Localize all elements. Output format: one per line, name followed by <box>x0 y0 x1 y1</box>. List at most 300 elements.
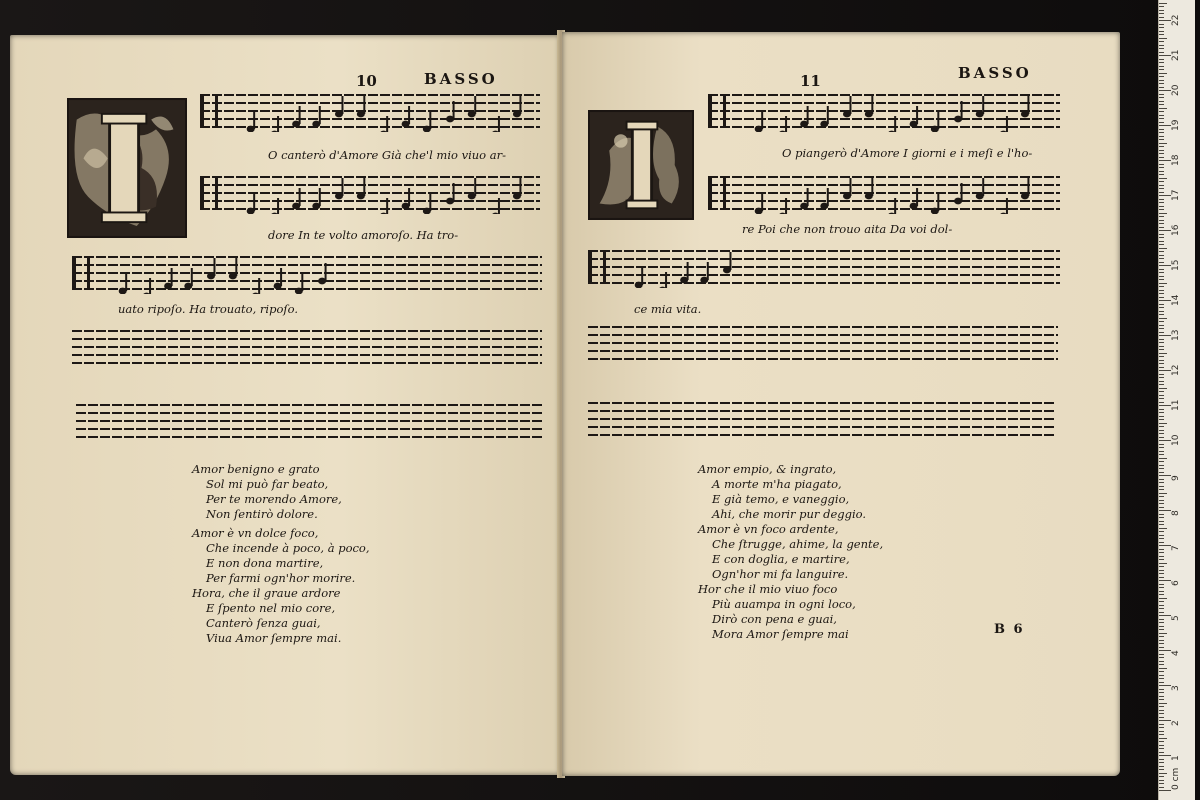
ruler-tick <box>1159 335 1171 336</box>
ruler-tick <box>1159 52 1164 53</box>
ruler-tick <box>1159 454 1164 455</box>
ruler-tick <box>1159 195 1171 196</box>
ruler-tick <box>1159 325 1164 326</box>
ruler-tick <box>1159 279 1164 280</box>
ruler-tick <box>1159 255 1164 256</box>
left-stanza-2 <box>192 526 370 586</box>
staff-line <box>76 420 544 422</box>
right-page-number: 11 <box>800 72 821 90</box>
ruler-tick <box>1159 402 1164 403</box>
ruler-tick <box>1159 97 1164 98</box>
ruler-tick <box>1159 286 1164 287</box>
ruler-tick <box>1159 444 1164 445</box>
verse-line: Ogn'hor mi fa languire. <box>712 567 849 581</box>
ruler-tick <box>1159 83 1164 84</box>
ruler-tick <box>1159 545 1171 546</box>
ruler-tick <box>1159 108 1167 109</box>
ruler-tick <box>1159 759 1164 760</box>
ruler-tick <box>1159 185 1164 186</box>
ruler-tick <box>1159 738 1167 739</box>
ruler-tick <box>1159 734 1164 735</box>
ruler-number: 1 <box>1171 755 1181 761</box>
music-notes-icon <box>200 90 540 132</box>
ruler-tick <box>1159 122 1164 123</box>
ruler-tick <box>1159 570 1164 571</box>
ruler-tick <box>1159 451 1164 452</box>
ruler-tick <box>1159 496 1164 497</box>
ruler-tick <box>1159 696 1164 697</box>
ruler-number: 2 <box>1171 720 1181 726</box>
ruler-tick <box>1159 633 1167 634</box>
ruler-tick <box>1159 17 1164 18</box>
right-staff-1 <box>708 90 1060 132</box>
verse-line: E non dona martire, <box>206 556 324 570</box>
ruler-tick <box>1159 174 1164 175</box>
ruler-number: 5 <box>1171 615 1181 621</box>
ruler-tick <box>1159 762 1164 763</box>
ruler-tick <box>1159 661 1164 662</box>
ruler-tick <box>1159 503 1164 504</box>
ruler-tick <box>1159 601 1164 602</box>
ruler-tick <box>1159 283 1167 284</box>
ruler-tick <box>1159 13 1164 14</box>
ruler-tick <box>1159 202 1164 203</box>
music-notes-icon <box>708 90 1060 132</box>
ruler-tick <box>1159 405 1171 406</box>
ruler-tick <box>1159 682 1164 683</box>
verse-line: Canterò ſenza guai, <box>206 616 321 630</box>
ruler-tick <box>1159 468 1164 469</box>
ruler-tick <box>1159 178 1167 179</box>
ruler-tick <box>1159 360 1164 361</box>
ruler-tick <box>1159 293 1164 294</box>
ruler-tick <box>1159 720 1171 721</box>
ruler-tick <box>1159 766 1164 767</box>
verse-line: Viua Amor ſempre mai. <box>206 631 342 645</box>
woodcut-figure-icon <box>590 112 692 218</box>
ruler-tick <box>1159 157 1164 158</box>
ruler-tick <box>1159 521 1164 522</box>
ruler-tick <box>1159 524 1164 525</box>
staff-line <box>72 354 542 356</box>
ruler-tick <box>1159 62 1164 63</box>
ruler-tick <box>1159 591 1164 592</box>
woodcut-illustration-icon <box>69 100 185 236</box>
ruler-tick <box>1159 437 1164 438</box>
ruler-tick <box>1159 654 1164 655</box>
ruler-tick <box>1159 703 1167 704</box>
left-staff-1 <box>200 90 540 132</box>
ruler-tick <box>1159 615 1171 616</box>
measurement-ruler <box>1158 0 1195 800</box>
ruler-tick <box>1159 27 1164 28</box>
ruler-tick <box>1159 230 1171 231</box>
ruler-tick <box>1159 713 1164 714</box>
ruler-tick <box>1159 129 1164 130</box>
ruler-tick <box>1159 251 1164 252</box>
verse-line: Ahi, che morir pur deggio. <box>712 507 867 521</box>
ruler-tick <box>1159 650 1171 651</box>
music-notes-icon <box>72 252 542 294</box>
verse-line: Mora Amor ſempre mai <box>712 627 849 641</box>
ruler-tick <box>1159 171 1164 172</box>
verse-line: Non ſentirò dolore. <box>206 507 318 521</box>
ruler-number: 17 <box>1171 189 1181 201</box>
left-lyric-line-1: O canterò d'Amore Già che'l mio viuo ar- <box>268 148 506 162</box>
ruler-tick <box>1159 678 1164 679</box>
ruler-tick <box>1159 3 1167 4</box>
right-decorated-initial <box>588 110 694 220</box>
ruler-tick <box>1159 398 1164 399</box>
staff-line <box>588 410 1056 412</box>
ruler-tick <box>1159 745 1164 746</box>
staff-line <box>76 412 544 414</box>
ruler-tick <box>1159 363 1164 364</box>
ruler-number: 16 <box>1171 224 1181 236</box>
ruler-tick <box>1159 573 1164 574</box>
right-staff-2 <box>708 172 1060 214</box>
ruler-tick <box>1159 409 1164 410</box>
ruler-number: 18 <box>1171 154 1181 166</box>
ruler-tick <box>1159 549 1164 550</box>
ruler-tick <box>1159 755 1171 756</box>
ruler-tick <box>1159 384 1164 385</box>
ruler-tick <box>1159 626 1164 627</box>
ruler-tick <box>1159 605 1164 606</box>
ruler-tick <box>1159 104 1164 105</box>
staff-line <box>72 330 542 332</box>
ruler-tick <box>1159 629 1164 630</box>
left-staff-empty-1 <box>72 326 542 368</box>
ruler-tick <box>1159 234 1164 235</box>
ruler-tick <box>1159 244 1164 245</box>
ruler-tick <box>1159 440 1171 441</box>
ruler-tick <box>1159 227 1164 228</box>
right-stanza-3 <box>698 582 856 642</box>
ruler-tick <box>1159 689 1164 690</box>
staff-line <box>588 434 1056 436</box>
ruler-tick <box>1159 20 1171 21</box>
ruler-tick <box>1159 192 1164 193</box>
ruler-tick <box>1159 258 1164 259</box>
music-notes-icon <box>588 246 1060 288</box>
ruler-tick <box>1159 388 1167 389</box>
ruler-tick <box>1159 636 1164 637</box>
right-staff-empty-1 <box>588 322 1058 364</box>
staff-line <box>588 418 1056 420</box>
ruler-number: 14 <box>1171 294 1181 306</box>
staff-line <box>76 404 544 406</box>
ruler-tick <box>1159 34 1164 35</box>
verse-line: Per te morendo Amore, <box>206 492 342 506</box>
ruler-tick <box>1159 710 1164 711</box>
ruler-tick <box>1159 517 1164 518</box>
ruler-tick <box>1159 612 1164 613</box>
ruler-tick <box>1159 622 1164 623</box>
ruler-tick <box>1159 59 1164 60</box>
ruler-tick <box>1159 38 1167 39</box>
ruler-tick <box>1159 783 1164 784</box>
ruler-tick <box>1159 321 1164 322</box>
ruler-number: 12 <box>1171 364 1181 376</box>
ruler-tick <box>1159 160 1171 161</box>
right-staff-3 <box>588 246 1060 288</box>
right-part-heading: BASSO <box>958 64 1032 82</box>
ruler-tick <box>1159 24 1164 25</box>
ruler-tick <box>1159 685 1171 686</box>
ruler-tick <box>1159 213 1167 214</box>
ruler-tick <box>1159 94 1164 95</box>
ruler-tick <box>1159 643 1164 644</box>
ruler-tick <box>1159 776 1164 777</box>
ruler-tick <box>1159 594 1164 595</box>
music-notes-icon <box>200 172 540 214</box>
ruler-unit-label: 0 cm <box>1171 767 1181 790</box>
verse-line: Più auampa in ogni loco, <box>712 597 856 611</box>
ruler-tick <box>1159 584 1164 585</box>
ruler-tick <box>1159 391 1164 392</box>
verse-line: Hora, che il graue ardore <box>192 586 341 600</box>
ruler-number: 20 <box>1171 84 1181 96</box>
left-staff-empty-2 <box>76 400 544 442</box>
ruler-tick <box>1159 773 1167 774</box>
ruler-tick <box>1159 566 1164 567</box>
ruler-tick <box>1159 125 1171 126</box>
ruler-tick <box>1159 76 1164 77</box>
ruler-tick <box>1159 724 1164 725</box>
verse-line: Per farmi ogn'hor morire. <box>206 571 356 585</box>
ruler-tick <box>1159 101 1164 102</box>
ruler-tick <box>1159 479 1164 480</box>
ruler-tick <box>1159 461 1164 462</box>
ruler-tick <box>1159 111 1164 112</box>
verse-line: Hor che il mio viuo foco <box>698 582 838 596</box>
ruler-tick <box>1159 346 1164 347</box>
ruler-tick <box>1159 80 1164 81</box>
ruler-tick <box>1159 132 1164 133</box>
ruler-tick <box>1159 412 1164 413</box>
left-stanza-3 <box>192 586 341 646</box>
ruler-tick <box>1159 465 1164 466</box>
ruler-tick <box>1159 367 1164 368</box>
ruler-tick <box>1159 769 1164 770</box>
ruler-number: 11 <box>1171 399 1181 411</box>
ruler-number: 19 <box>1171 119 1181 131</box>
ruler-tick <box>1159 181 1164 182</box>
left-decorated-initial <box>67 98 187 238</box>
ruler-tick <box>1159 164 1164 165</box>
ruler-number: 9 <box>1171 475 1181 481</box>
music-notes-icon <box>708 172 1060 214</box>
ruler-tick <box>1159 542 1164 543</box>
ruler-tick <box>1159 426 1164 427</box>
ruler-tick <box>1159 150 1164 151</box>
ruler-tick <box>1159 748 1164 749</box>
ruler-tick <box>1159 640 1164 641</box>
ruler-tick <box>1159 482 1164 483</box>
ruler-tick <box>1159 10 1164 11</box>
ruler-number: 4 <box>1171 650 1181 656</box>
ruler-tick <box>1159 370 1171 371</box>
verse-line: Che ſtrugge, ahime, la gente, <box>712 537 884 551</box>
ruler-tick <box>1159 87 1164 88</box>
ruler-tick <box>1159 297 1164 298</box>
ruler-tick <box>1159 552 1164 553</box>
ruler-tick <box>1159 510 1171 511</box>
left-staff-2 <box>200 172 540 214</box>
ruler-tick <box>1159 559 1164 560</box>
staff-line <box>72 338 542 340</box>
ruler-tick <box>1159 664 1164 665</box>
ruler-tick <box>1159 136 1164 137</box>
ruler-tick <box>1159 66 1164 67</box>
staff-line <box>76 428 544 430</box>
ruler-tick <box>1159 6 1164 7</box>
ruler-tick <box>1159 619 1164 620</box>
staff-line <box>588 326 1058 328</box>
ruler-tick <box>1159 73 1167 74</box>
ruler-tick <box>1159 262 1164 263</box>
ruler-tick <box>1159 486 1164 487</box>
ruler-tick <box>1159 143 1167 144</box>
verse-line: Dirò con pena e guai, <box>712 612 837 626</box>
right-lyric-line-1: O piangerò d'Amore I giorni e i meſi e l'ho- <box>782 146 1033 160</box>
ruler-tick <box>1159 48 1164 49</box>
ruler-tick <box>1159 787 1164 788</box>
right-stanza-1 <box>698 462 866 522</box>
ruler-tick <box>1159 216 1164 217</box>
staff-line <box>588 342 1058 344</box>
ruler-tick <box>1159 717 1164 718</box>
ruler-tick <box>1159 538 1164 539</box>
ruler-tick <box>1159 265 1171 266</box>
staff-line <box>72 362 542 364</box>
ruler-tick <box>1159 472 1164 473</box>
staff-line <box>76 436 544 438</box>
ruler-tick <box>1159 780 1164 781</box>
ruler-tick <box>1159 514 1164 515</box>
ruler-tick <box>1159 269 1164 270</box>
ruler-tick <box>1159 167 1164 168</box>
staff-line <box>588 358 1058 360</box>
verse-line: E con doglia, e martire, <box>712 552 850 566</box>
ruler-tick <box>1159 580 1171 581</box>
ruler-tick <box>1159 209 1164 210</box>
ruler-number: 3 <box>1171 685 1181 691</box>
left-lyric-line-3: uato ripoſo. Ha trouato, ripoſo. <box>118 302 299 316</box>
ruler-tick <box>1159 115 1164 116</box>
ruler-tick <box>1159 475 1171 476</box>
ruler-tick <box>1159 188 1164 189</box>
ruler-tick <box>1159 307 1164 308</box>
ruler-number: 8 <box>1171 510 1181 516</box>
staff-line <box>588 334 1058 336</box>
verse-line: Amor empio, & ingrato, <box>698 462 837 476</box>
ruler-tick <box>1159 531 1164 532</box>
ruler-tick <box>1159 318 1167 319</box>
ruler-tick <box>1159 290 1164 291</box>
ruler-tick <box>1159 374 1164 375</box>
verse-line: E ſpento nel mio core, <box>206 601 336 615</box>
verse-line: A morte m'ha piagato, <box>712 477 842 491</box>
ruler-tick <box>1159 146 1164 147</box>
ruler-tick <box>1159 507 1164 508</box>
ruler-tick <box>1159 353 1167 354</box>
right-lyric-line-2: re Poi che non trouo aita Da voi dol- <box>742 222 953 236</box>
ruler-tick <box>1159 447 1164 448</box>
ruler-tick <box>1159 671 1164 672</box>
staff-line <box>588 402 1056 404</box>
right-stanza-2 <box>698 522 883 582</box>
ruler-tick <box>1159 342 1164 343</box>
ruler-tick <box>1159 118 1164 119</box>
ruler-tick <box>1159 692 1164 693</box>
left-stanza-1 <box>192 462 342 522</box>
ruler-tick <box>1159 493 1167 494</box>
ruler-tick <box>1159 741 1164 742</box>
ruler-tick <box>1159 416 1164 417</box>
ruler-tick <box>1159 668 1167 669</box>
left-page-number: 10 <box>356 72 377 90</box>
ruler-tick <box>1159 241 1164 242</box>
ruler-tick <box>1159 423 1167 424</box>
ruler-tick <box>1159 528 1167 529</box>
left-part-heading: BASSO <box>424 70 498 88</box>
verse-line: E già temo, e vaneggio, <box>712 492 850 506</box>
ruler-tick <box>1159 489 1164 490</box>
ruler-tick <box>1159 328 1164 329</box>
ruler-tick <box>1159 500 1164 501</box>
ruler-tick <box>1159 556 1164 557</box>
ruler-tick <box>1159 276 1164 277</box>
ruler-tick <box>1159 699 1164 700</box>
ruler-tick <box>1159 31 1164 32</box>
ruler-tick <box>1159 223 1164 224</box>
ruler-tick <box>1159 69 1164 70</box>
ruler-number: 7 <box>1171 545 1181 551</box>
ruler-number: 21 <box>1171 49 1181 61</box>
ruler-number: 13 <box>1171 329 1181 341</box>
signature-mark: B 6 <box>994 622 1025 637</box>
ruler-tick <box>1159 377 1164 378</box>
staff-line <box>72 346 542 348</box>
ruler-tick <box>1159 153 1164 154</box>
ruler-tick <box>1159 433 1164 434</box>
ruler-tick <box>1159 55 1171 56</box>
ruler-tick <box>1159 577 1164 578</box>
ruler-number: 6 <box>1171 580 1181 586</box>
ruler-tick <box>1159 41 1164 42</box>
ruler-tick <box>1159 727 1164 728</box>
ruler-tick <box>1159 657 1164 658</box>
right-staff-empty-2 <box>588 398 1056 440</box>
ruler-tick <box>1159 356 1164 357</box>
staff-line <box>588 426 1056 428</box>
ruler-tick <box>1159 587 1164 588</box>
ruler-tick <box>1159 419 1164 420</box>
right-lyric-line-3: ce mia vita. <box>634 302 702 316</box>
ruler-tick <box>1159 608 1164 609</box>
ruler-tick <box>1159 381 1164 382</box>
staff-line <box>588 350 1058 352</box>
ruler-tick <box>1159 458 1167 459</box>
left-lyric-line-2: dore In te volto amoroſo. Ha tro- <box>268 228 459 242</box>
ruler-tick <box>1159 731 1164 732</box>
ruler-tick <box>1159 220 1164 221</box>
ruler-tick <box>1159 45 1164 46</box>
ruler-tick <box>1159 395 1164 396</box>
ruler-number: 15 <box>1171 259 1181 271</box>
